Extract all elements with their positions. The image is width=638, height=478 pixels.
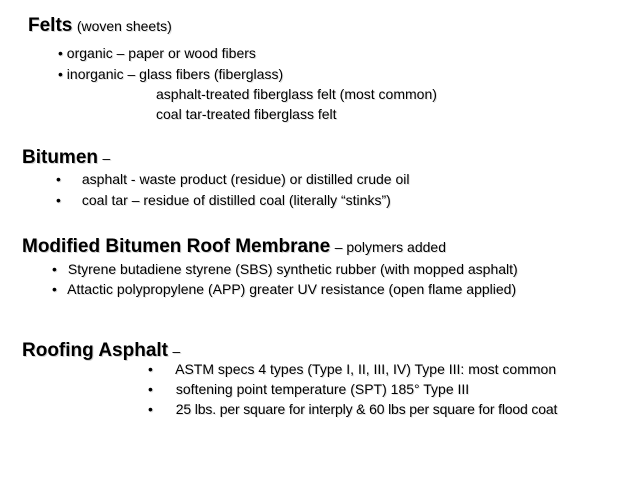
bitumen-bullet-1-text: asphalt - waste product (residue) or distilled crude oil	[81, 171, 410, 187]
bitumen-bullet-2-text: coal tar – residue of distilled coal (literally “stinks”)	[81, 192, 391, 208]
modified-bullet-1	[52, 262, 518, 276]
felts-bullet-1-text: organic – paper or wood fibers	[66, 45, 256, 61]
bullet-icon: •	[52, 281, 57, 297]
roofing-heading	[22, 341, 180, 360]
modified-bullet-1-text: Styrene butadiene styrene (SBS) synthetic rubber (with mopped asphalt)	[67, 261, 518, 277]
felts-bullet-2-text: inorganic – glass fibers (fiberglass)	[66, 66, 284, 82]
felts-bullet-1	[58, 46, 256, 60]
roofing-dash: –	[172, 343, 181, 359]
roofing-title: Roofing Asphalt	[22, 340, 168, 361]
felts-bullet-2	[58, 67, 283, 81]
bullet-icon: •	[58, 66, 63, 82]
roofing-bullet-3	[148, 402, 557, 416]
roofing-bullet-1	[148, 362, 556, 376]
bitumen-bullet-1	[56, 172, 410, 186]
modified-bullet-2-text: Attactic polypropylene (APP) greater UV resistance (open flame applied)	[67, 281, 517, 297]
modified-title: Modified Bitumen Roof Membrane	[22, 236, 331, 257]
felts-subtitle: (woven sheets)	[76, 18, 172, 34]
roofing-bullet-1-text: ASTM specs 4 types (Type I, II, III, IV) Type III: most common	[175, 361, 557, 377]
felts-sub-2: coal tar-treated fiberglass felt	[156, 106, 337, 122]
felts-heading	[28, 16, 172, 35]
modified-subtitle: – polymers added	[334, 239, 446, 255]
bitumen-bullet-2	[56, 193, 391, 207]
roofing-bullet-2-text: softening point temperature (SPT) 185° Type III	[175, 381, 470, 397]
bitumen-heading	[22, 148, 110, 167]
felts-title: Felts	[28, 15, 73, 36]
bullet-icon: •	[148, 401, 153, 417]
bullet-icon: •	[148, 381, 153, 397]
bitumen-dash: –	[102, 150, 111, 166]
bullet-icon: •	[56, 192, 61, 208]
felts-sub-1: asphalt-treated fiberglass felt (most common)	[156, 86, 437, 102]
modified-bullet-2	[52, 282, 516, 296]
bullet-icon: •	[52, 261, 57, 277]
bullet-icon: •	[56, 171, 61, 187]
roofing-bullet-3-text: 25 lbs. per square for interply & 60 lbs per square for flood coat	[175, 401, 558, 417]
bullet-icon: •	[58, 45, 63, 61]
bitumen-title: Bitumen	[22, 147, 98, 168]
modified-heading	[22, 237, 446, 256]
bullet-icon: •	[148, 361, 153, 377]
roofing-bullet-2	[148, 382, 469, 396]
